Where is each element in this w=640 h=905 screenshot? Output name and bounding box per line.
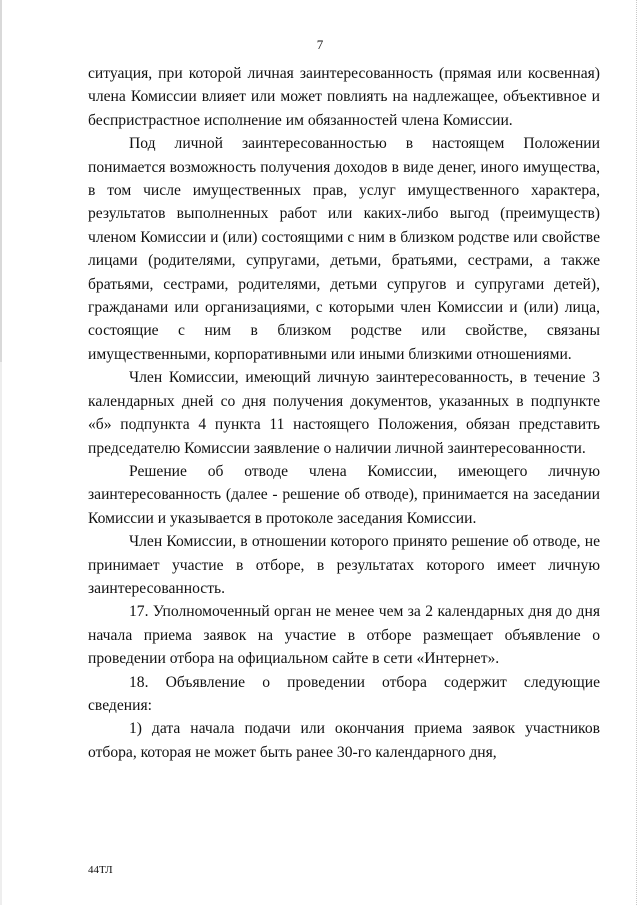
page-number: 7 — [316, 37, 324, 52]
paragraph-recusal-decision: Решение об отводе члена Комиссии, имеющего личную заинтересованность (далее - решение об отводе), принимается на заседании Комиссии и указывается в протоколе заседания Комиссии. — [88, 462, 600, 527]
paragraph-item-18: 18. Объявление о проведении отбора содержит следующие сведения: — [88, 673, 600, 714]
paragraph-personal-interest-situation: ситуация, при которой личная заинтересованность (прямая или косвенная) члена Комиссии влияет или может повлиять на надлежащее, объективное и беспристрастное исполнение им обязанностей члена Комиссии. — [88, 65, 600, 129]
paragraph-personal-interest-definition: Под личной заинтересованностью в настоящем Положении понимается возможность получения доходов в виде денег, иного имущества, в том числе имущественных прав, услуг имущественного характера, результатов выполненных работ или каких-либо выгод (преимуществ) членом Комиссии и (или) состоящими с ним в близком родстве или свойстве лицами (родителями, супругами, детьми, братьями, сестрами, а также братьями, сестрами, родителями, детьми супругов и супругами детей), гражданами или организациями, с которыми член Комиссии и (или) лица, состоящие с ним в близком родстве или свойстве, связаны имущественными, корпоративными или иными близкими отношениями. — [88, 135, 600, 363]
paragraph-recusal-effect: Член Комиссии, в отношении которого принято решение об отводе, не принимает участие в отборе, в результатах которого имеет личную заинтересованность. — [88, 533, 600, 597]
scan-left-edge — [0, 0, 2, 905]
paragraph-item-17: 17. Уполномоченный орган не менее чем за 2 календарных дня до дня начала приема заявок на участие в отборе размещает объявление о проведении отбора на официальном сайте в сети «Интернет». — [88, 603, 600, 668]
paragraph-item-18-subitem-1: 1) дата начала подачи или окончания приема заявок участников отбора, которая не может быть ранее 30-го календарного дня, — [88, 720, 600, 761]
document-body — [88, 62, 600, 764]
scan-right-edge — [636, 0, 640, 905]
paragraph-declaration-obligation: Член Комиссии, имеющий личную заинтересованность, в течение 3 календарных дней со дня получения документов, указанных в подпункте «б» подпункта 4 пункта 11 настоящего Положения, обязан представить председателю Комиссии заявление о наличии личной заинтересованности. — [88, 369, 600, 457]
document-code: 44ТЛ — [88, 864, 113, 876]
